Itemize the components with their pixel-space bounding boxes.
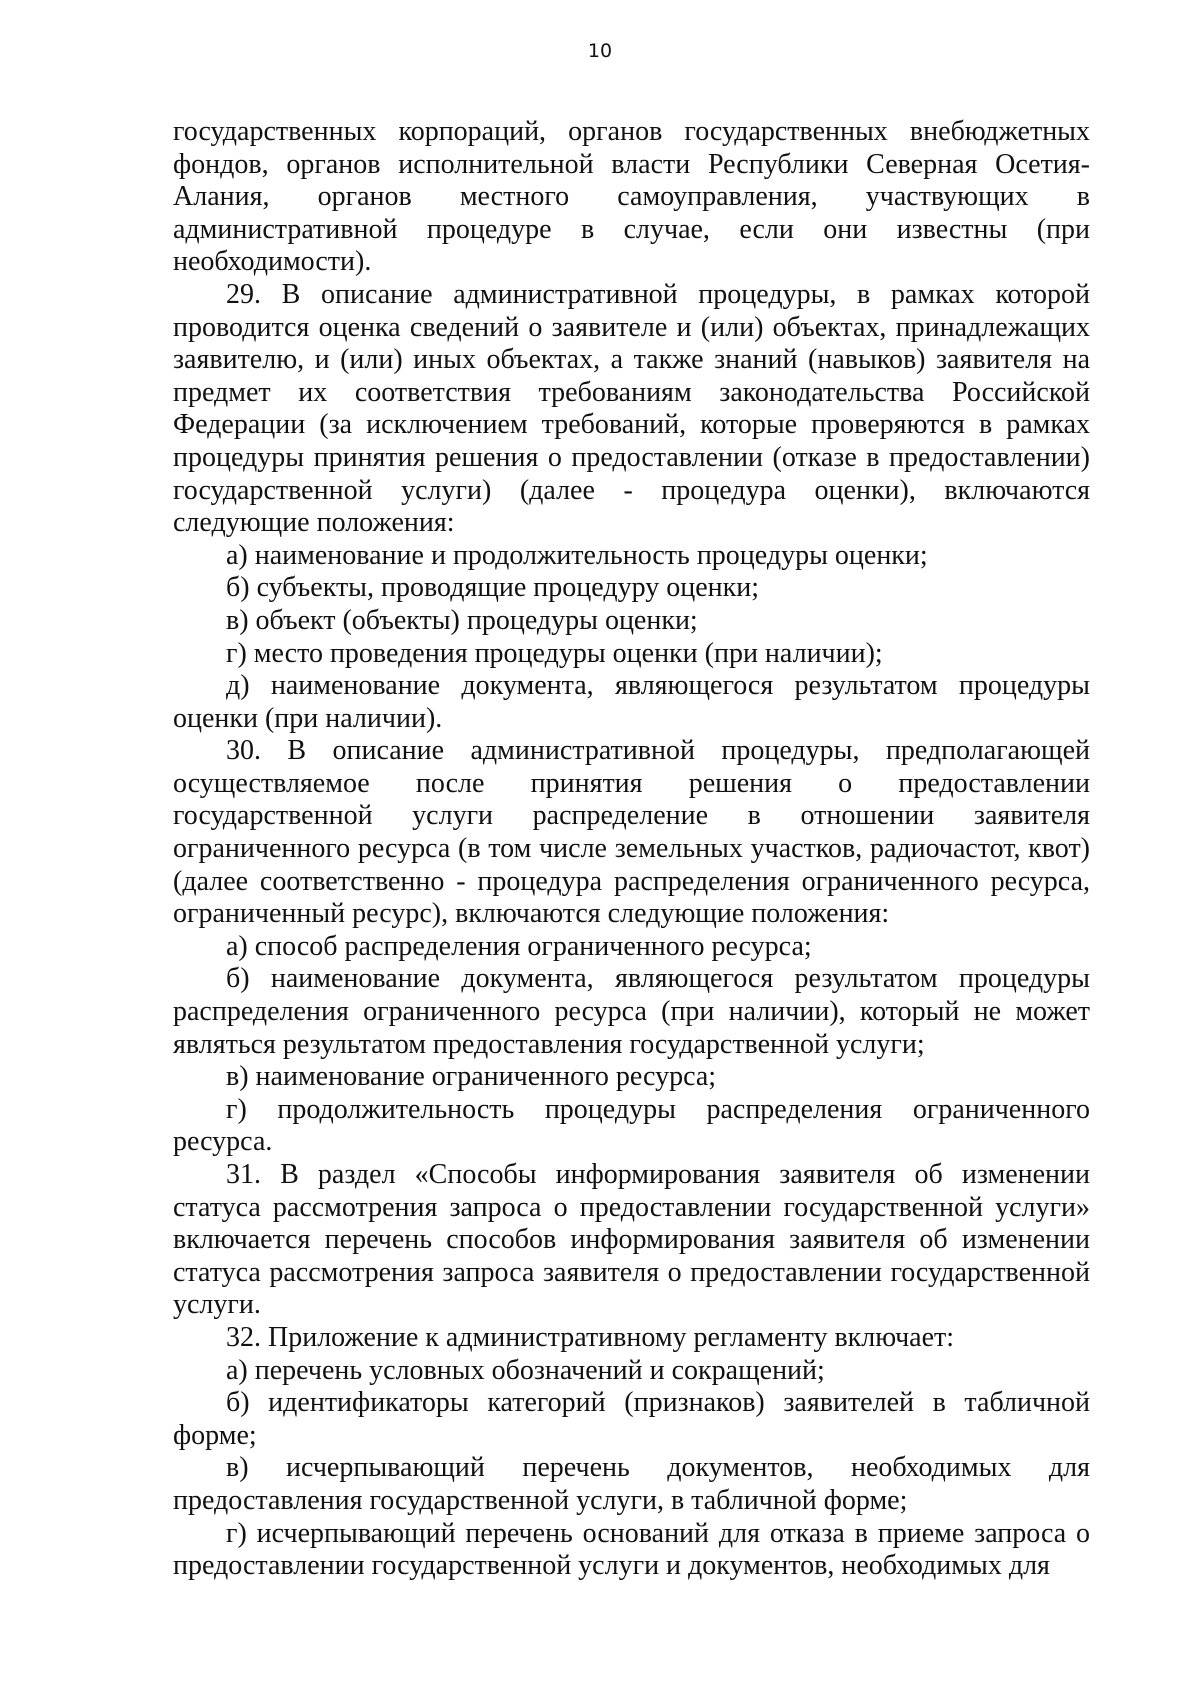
list-item-32v: в) исчерпывающий перечень документов, необходимых для предоставления государственной услуги, в табличной форме;: [173, 1452, 1090, 1516]
list-item-29d: д) наименование документа, являющегося результатом процедуры оценки (при наличии).: [173, 670, 1090, 734]
list-item-29a: а) наименование и продолжительность процедуры оценки;: [226, 539, 928, 571]
paragraph-29: 29. В описание административной процедуры, в рамках которой проводится оценка сведений о заявителе и (или) объектах, принадлежащих заявителю, и (или) иных объектах, а также знаний (навыков) заявителя на предмет их соответствия требованиям законодательства Российской Федерации (за исключением требований, которые проверяются в рамках процедуры принятия решения о предоставлении (отказе в предоставлении) государственной услуги) (далее - процедура оценки), включаются следующие положения:: [173, 278, 1090, 539]
paragraph-30: 30. В описание административной процедуры, предполагающей осуществляемое после принятия решения о предоставлении государственной услуги распределение в отношении заявителя ограниченного ресурса (в том числе земельных участков, радиочастот, квот) (далее соответственно - процедура распределения ограниченного ресурса, ограниченный ресурс), включаются следующие положения:: [173, 735, 1090, 930]
list-item-29g: г) место проведения процедуры оценки (при наличии);: [226, 637, 883, 669]
paragraph-31: 31. В раздел «Способы информирования заявителя об изменении статуса рассмотрения запроса о предоставлении государственной услуги» включается перечень способов информирования заявителя об изменении статуса рассмотрения запроса заявителя о предоставлении государственной услуги.: [173, 1159, 1090, 1321]
paragraph-continuation: государственных корпораций, органов государственных внебюджетных фондов, органов исполнительной власти Республики Северная Осетия-Алания, органов местного самоуправления, участвующих в административной процедуре в случае, если они известны (при необходимости).: [173, 116, 1090, 278]
paragraph-32: 32. Приложение к административному регламенту включает:: [226, 1321, 955, 1353]
list-item-30b: б) наименование документа, являющегося результатом процедуры распределения ограниченного ресурса (при наличии), который не может являться результатом предоставления государственной услуги;: [173, 963, 1090, 1060]
document-body: [173, 116, 1090, 1583]
list-item-32b: б) идентификаторы категорий (признаков) заявителей в табличной форме;: [173, 1387, 1090, 1451]
list-item-30v: в) наименование ограниченного ресурса;: [226, 1061, 717, 1093]
list-item-29b: б) субъекты, проводящие процедуру оценки;: [226, 572, 759, 604]
list-item-32a: а) перечень условных обозначений и сокращений;: [226, 1354, 825, 1386]
page-number: 10: [587, 40, 613, 62]
list-item-30g: г) продолжительность процедуры распределения ограниченного ресурса.: [173, 1093, 1090, 1158]
list-item-29v: в) объект (объекты) процедуры оценки;: [226, 604, 698, 636]
list-item-30a: а) способ распределения ограниченного ресурса;: [226, 930, 812, 962]
list-item-32g: г) исчерпывающий перечень оснований для отказа в приеме запроса о предоставлении государственной услуги и документов, необходимых для: [173, 1517, 1090, 1582]
